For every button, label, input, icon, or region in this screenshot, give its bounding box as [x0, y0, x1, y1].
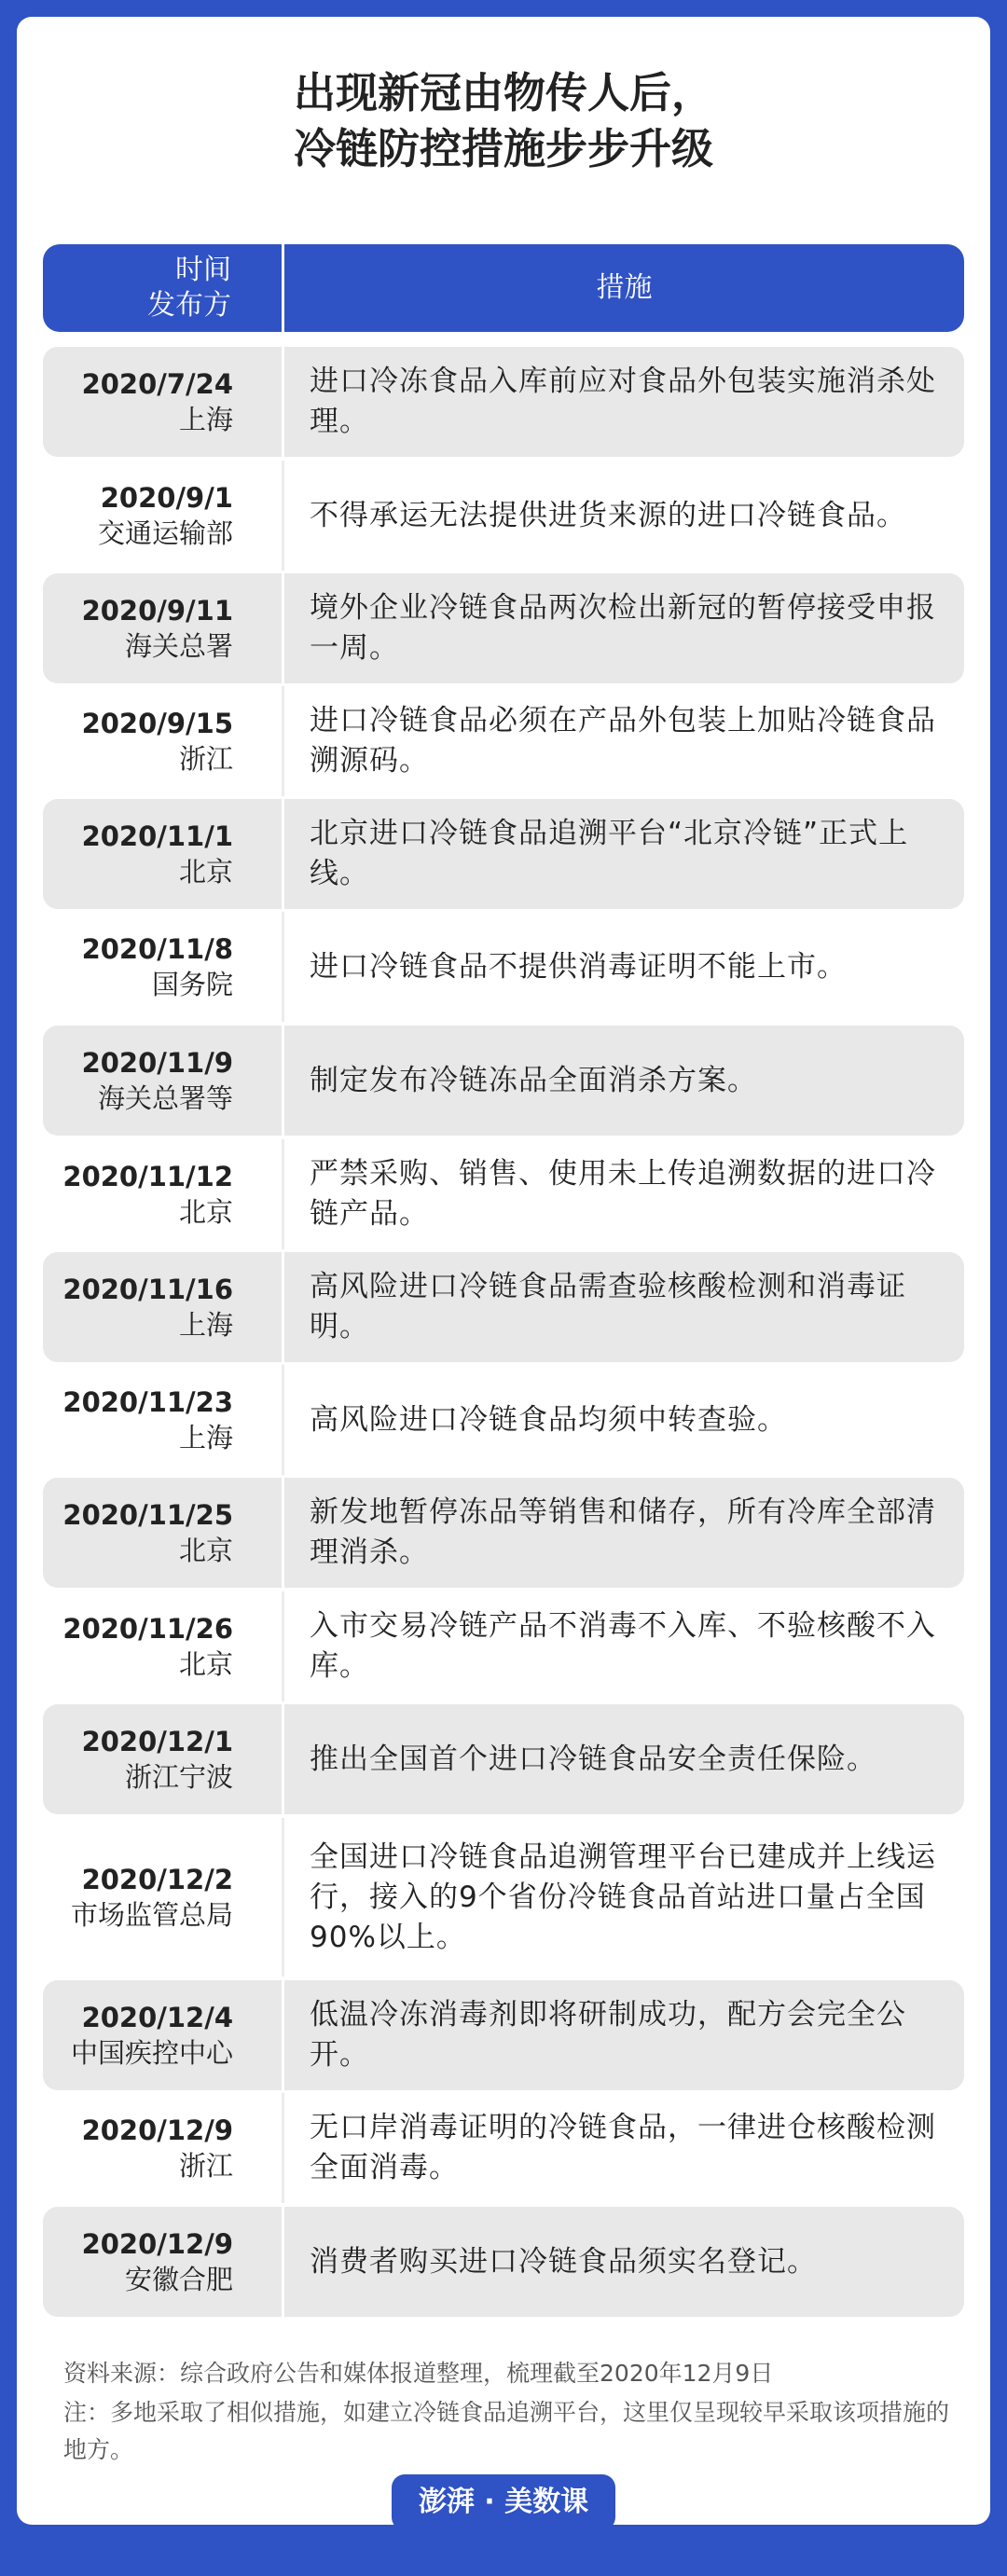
row-measure: 制定发布冷链冻品全面消杀方案。	[310, 1063, 757, 1097]
row-measure: 高风险进口冷链食品均须中转查验。	[310, 1402, 787, 1437]
row-publisher: 浙江	[178, 2150, 233, 2182]
row-date: 2020/12/2	[81, 1864, 233, 1895]
table-row	[43, 573, 964, 683]
footer-note: 注：多地采取了相似措施，如建立冷链食品追溯平台，这里仅呈现较早采取该项措施的地方。	[63, 2399, 950, 2463]
table-row	[43, 1252, 964, 1362]
row-measure: 不得承运无法提供进货来源的进口冷链食品。	[310, 498, 906, 532]
row-publisher: 海关总署等	[97, 1082, 233, 1114]
table-row	[43, 1026, 964, 1136]
title-line-2: 冷链防控措施步步升级	[293, 124, 713, 173]
header-time-label: 时间	[175, 254, 231, 286]
brand-logo: 澎湃 · 美数课	[392, 2474, 615, 2530]
row-date: 2020/11/25	[62, 1499, 233, 1531]
row-publisher: 浙江	[178, 743, 233, 775]
row-measure: 全国进口冷链食品追溯管理平台已建成并上线运行，接入的9个省份冷链食品首站进口量占全国90%以上。	[310, 1839, 936, 1954]
row-date: 2020/11/1	[81, 820, 233, 852]
row-time-publisher	[43, 461, 257, 571]
row-measure: 进口冷链食品不提供消毒证明不能上市。	[310, 949, 847, 984]
row-time-publisher	[43, 2207, 257, 2317]
row-time-publisher	[43, 573, 257, 683]
table-row	[43, 1591, 964, 1701]
row-divider	[282, 461, 284, 571]
row-date: 2020/11/23	[62, 1386, 233, 1418]
table-row	[43, 2207, 964, 2317]
row-measure: 推出全国首个进口冷链食品安全责任保险。	[310, 1742, 876, 1776]
table-row	[43, 1704, 964, 1814]
table-row	[43, 1980, 964, 2090]
row-date: 2020/11/12	[62, 1161, 233, 1192]
row-divider	[282, 686, 284, 796]
table-row	[43, 461, 964, 571]
row-divider	[282, 1980, 284, 2090]
table-row	[43, 1818, 964, 1977]
row-publisher: 交通运输部	[97, 517, 233, 549]
row-measure: 严禁采购、销售、使用未上传追溯数据的进口冷链产品。	[310, 1157, 936, 1231]
footer-source: 资料来源：综合政府公告和媒体报道整理，梳理截至2020年12月9日	[63, 2360, 774, 2387]
table-row	[43, 799, 964, 909]
row-time-publisher	[43, 1026, 257, 1136]
row-divider	[282, 1139, 284, 1249]
row-time-publisher	[43, 912, 257, 1022]
row-measure: 无口岸消毒证明的冷链食品，一律进仓核酸检测全面消毒。	[310, 2111, 936, 2184]
row-measure: 高风险进口冷链食品需查验核酸检测和消毒证明。	[310, 1270, 906, 1343]
row-publisher: 北京	[178, 1196, 233, 1228]
row-publisher: 浙江宁波	[124, 1761, 233, 1793]
row-date: 2020/9/11	[81, 595, 233, 627]
row-time-publisher	[43, 799, 257, 909]
table-row	[43, 1139, 964, 1249]
row-measure: 新发地暂停冻品等销售和储存，所有冷库全部清理消杀。	[310, 1495, 936, 1569]
row-divider	[282, 347, 284, 457]
row-date: 2020/11/26	[62, 1613, 233, 1645]
row-publisher: 国务院	[151, 969, 233, 1000]
row-date: 2020/12/4	[81, 2002, 233, 2033]
row-date: 2020/11/9	[81, 1047, 233, 1079]
table-header	[43, 244, 964, 332]
table-row	[43, 1478, 964, 1588]
table-row	[43, 2093, 964, 2203]
row-divider	[282, 1704, 284, 1814]
row-publisher: 北京	[178, 856, 233, 888]
row-publisher: 市场监管总局	[70, 1899, 233, 1931]
row-divider	[282, 1026, 284, 1136]
row-time-publisher	[43, 686, 257, 796]
row-time-publisher	[43, 1818, 257, 1977]
row-publisher: 安徽合肥	[124, 2264, 233, 2295]
row-divider	[282, 1818, 284, 1977]
row-publisher: 上海	[178, 1309, 233, 1341]
row-divider	[282, 799, 284, 909]
row-publisher: 上海	[178, 1422, 233, 1453]
row-divider	[282, 1252, 284, 1362]
row-divider	[282, 573, 284, 683]
table-row	[43, 686, 964, 796]
header-measure-label: 措施	[596, 271, 653, 304]
row-date: 2020/12/9	[81, 2228, 233, 2260]
row-date: 2020/9/15	[81, 708, 233, 739]
row-measure: 入市交易冷链产品不消毒不入库、不验核酸不入库。	[310, 1609, 936, 1683]
row-publisher: 北京	[178, 1648, 233, 1680]
row-divider	[282, 2093, 284, 2203]
table-row	[43, 347, 964, 457]
row-date: 2020/11/8	[81, 933, 233, 965]
row-time-publisher	[43, 1252, 257, 1362]
header-time-publisher	[43, 244, 255, 332]
row-time-publisher	[43, 1980, 257, 2090]
row-time-publisher	[43, 347, 257, 457]
table-row	[43, 1365, 964, 1475]
row-divider	[282, 2207, 284, 2317]
row-time-publisher	[43, 1478, 257, 1588]
row-measure: 低温冷冻消毒剂即将研制成功，配方会完全公开。	[310, 1998, 906, 2072]
row-measure: 消费者购买进口冷链食品须实名登记。	[310, 2244, 817, 2279]
row-time-publisher	[43, 1704, 257, 1814]
row-date: 2020/9/1	[100, 482, 233, 514]
row-publisher: 上海	[178, 404, 233, 435]
row-divider	[282, 1478, 284, 1588]
row-date: 2020/7/24	[81, 368, 233, 400]
row-time-publisher	[43, 1365, 257, 1475]
row-date: 2020/11/16	[62, 1274, 233, 1305]
header-publisher-label: 发布方	[147, 289, 231, 322]
row-divider	[282, 912, 284, 1022]
row-publisher: 海关总署	[124, 630, 233, 662]
row-measure: 北京进口冷链食品追溯平台“北京冷链”正式上线。	[310, 817, 909, 890]
row-date: 2020/12/1	[81, 1726, 233, 1757]
row-measure: 进口冷链食品必须在产品外包装上加贴冷链食品溯源码。	[310, 704, 936, 778]
page-title	[0, 65, 1007, 177]
table-row	[43, 912, 964, 1022]
row-publisher: 北京	[178, 1535, 233, 1566]
title-line-1: 出现新冠由物传人后，	[293, 68, 713, 117]
row-divider	[282, 1365, 284, 1475]
row-divider	[282, 1591, 284, 1701]
row-time-publisher	[43, 1139, 257, 1249]
row-measure: 进口冷冻食品入库前应对食品外包装实施消杀处理。	[310, 365, 936, 438]
row-time-publisher	[43, 1591, 257, 1701]
row-measure: 境外企业冷链食品两次检出新冠的暂停接受申报一周。	[310, 591, 936, 665]
row-publisher: 中国疾控中心	[70, 2037, 233, 2069]
row-date: 2020/12/9	[81, 2115, 233, 2146]
row-time-publisher	[43, 2093, 257, 2203]
